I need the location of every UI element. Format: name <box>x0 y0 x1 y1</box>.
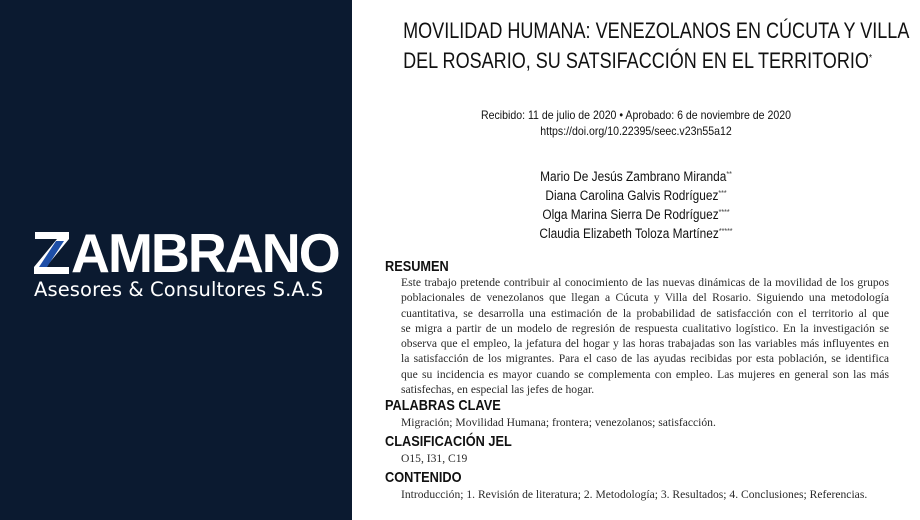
article-title <box>403 16 910 76</box>
title-line-2: DEL ROSARIO, SU SATSIFACCIÓN EN EL TERRITORIO* <box>403 48 873 73</box>
author: Diana Carolina Galvis Rodríguez*** <box>545 188 727 203</box>
section-contenido <box>385 469 905 502</box>
jel-heading: CLASIFICACIÓN JEL <box>385 433 512 450</box>
logo-subtitle: Asesores & Consultores S.A.S <box>34 278 324 301</box>
author-list <box>386 167 886 243</box>
doi-link[interactable]: https://doi.org/10.22395/seec.v23n55a12 <box>540 124 732 138</box>
contenido-heading: CONTENIDO <box>385 469 462 486</box>
title-line-1: MOVILIDAD HUMANA: VENEZOLANOS EN CÚCUTA Y VILLA <box>403 18 910 43</box>
logo-word-rest: AMBRANO <box>71 222 339 284</box>
author: Olga Marina Sierra De Rodríguez**** <box>542 207 730 222</box>
author: Mario De Jesús Zambrano Miranda** <box>540 169 732 184</box>
resumen-body: Este trabajo pretende contribuir al conocimiento de las nuevas dinámicas de la movilidad de los grupos poblacionales de venezolanos que llegan a Cúcuta y Villa del Rosario. Siguiendo una metodología cuantitativa, se desarrolla una estimación de la probabilidad de satisfacción con el territorio al que se migra a partir de un modelo de regresión de respuesta cualitativo logístico. En la investigación se observa que el empleo, la jefatura del hogar y las horas trabajadas son las variables más influyentes en la satisfacción de los migrantes. Para el caso de las ayudas recibidas por esta población, se identifica que su incidencia es mayor cuando se complementa con empleo. Las mujeres en general son las más satisfechas, en especial las jefes de hogar. <box>401 276 889 397</box>
palabras-clave-heading: PALABRAS CLAVE <box>385 397 501 414</box>
zambrano-logo <box>34 222 339 301</box>
resumen-heading: RESUMEN <box>385 258 449 275</box>
author-footnote-mark: *** <box>718 189 727 198</box>
jel-body: O15, I31, C19 <box>401 452 468 465</box>
logo-z-mark-icon <box>34 232 70 274</box>
section-jel <box>385 433 905 466</box>
article-header <box>352 0 920 520</box>
author-footnote-mark: ***** <box>718 227 733 236</box>
received-approved-dates: Recibido: 11 de julio de 2020 • Aprobado: 6 de noviembre de 2020 <box>481 108 791 122</box>
author-footnote-mark: ** <box>726 170 732 179</box>
section-resumen <box>385 258 905 397</box>
section-palabras-clave <box>385 397 905 430</box>
brand-panel <box>0 0 352 520</box>
publication-info <box>386 107 886 139</box>
palabras-clave-body: Migración; Movilidad Humana; frontera; venezolanos; satisfacción. <box>401 416 716 429</box>
author: Claudia Elizabeth Toloza Martínez***** <box>539 226 733 241</box>
logo-wordmark <box>34 222 339 284</box>
author-footnote-mark: **** <box>718 208 730 217</box>
title-footnote-mark: * <box>868 53 873 64</box>
contenido-body: Introducción; 1. Revisión de literatura; 2. Metodología; 3. Resultados; 4. Conclusiones; Referencias. <box>401 488 868 501</box>
